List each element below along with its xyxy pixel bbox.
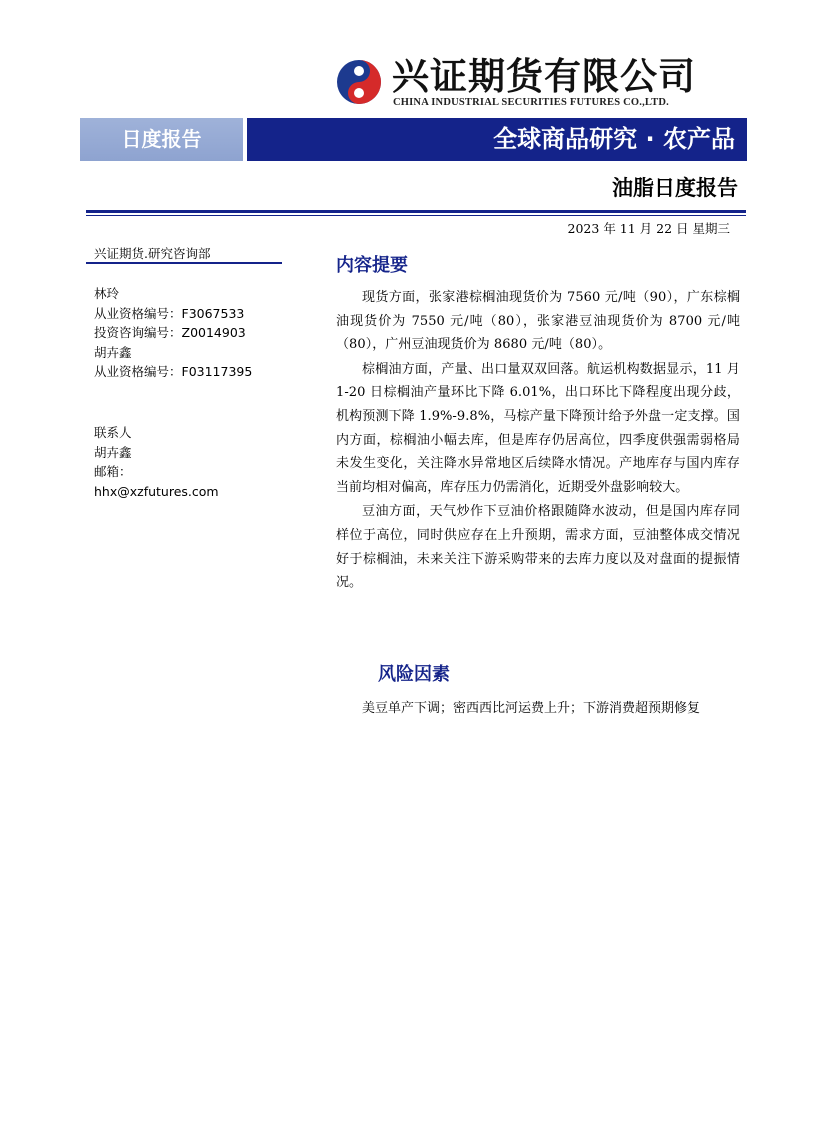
analyst-name: 胡卉鑫 — [94, 344, 132, 360]
qualification-number: 从业资格编号：F03117395 — [94, 364, 253, 379]
summary-paragraph-palm: 棕榈油方面，产量、出口量双双回落。航运机构数据显示，11 月 1-20 日棕榈油产量环比下降 6.01%，出口环比下降程度出现分歧，机构预测下降 1.9%-9.8%，马棕产量下降预计给予外盘一定支撑。国内方面，棕榈油小幅去库，但是库存仍居高位，四季度供强需弱格局未发生变化，关注降水异常地区后续降水情况。产地库存与国内库存当前均相对偏高，库存压力仍需消化，近期受外盘影响较大。 — [336, 361, 740, 495]
summary-body — [336, 286, 740, 595]
contact-label: 联系人 — [94, 425, 132, 440]
header-divider — [86, 210, 746, 213]
company-name-cn: 兴证期货有限公司 — [392, 54, 696, 98]
report-date: 2023 年 11 月 22 日 星期三 — [567, 221, 730, 236]
summary-heading: 内容提要 — [336, 255, 408, 276]
summary-paragraph-soy: 豆油方面，天气炒作下豆油价格跟随降水波动，但是国内库存同样位于高位，同时供应存在上升预期，需求方面，豆油整体成交情况好于棕榈油，未来关注下游采购带来的去库力度以及对盘面的提振情况。 — [336, 504, 740, 591]
department-label: 兴证期货.研究咨询部 — [94, 246, 211, 261]
company-name-en: CHINA INDUSTRIAL SECURITIES FUTURES CO.,LTD. — [393, 97, 669, 108]
sidebar-divider — [86, 262, 282, 264]
contact-info — [94, 423, 219, 501]
analyst-info — [94, 284, 252, 382]
email-address[interactable]: hhx@xzfutures.com — [94, 483, 219, 499]
contact-name: 胡卉鑫 — [94, 444, 132, 460]
swirl-logo-icon — [335, 58, 383, 106]
summary-paragraph-spot: 现货方面，张家港棕榈油现货价为 7560 元/吨（90），广东棕榈油现货价为 7550 元/吨（80），张家港豆油现货价为 8700 元/吨（80），广州豆油现货价为 8680 元/吨（80）。 — [336, 290, 740, 353]
consulting-number: 投资咨询编号：Z0014903 — [94, 325, 246, 340]
research-category-banner — [247, 118, 747, 161]
header-divider-thin — [86, 215, 746, 216]
risk-body: 美豆单产下调；密西西比河运费上升；下游消费超预期修复 — [362, 701, 701, 716]
report-type-banner — [80, 118, 243, 161]
analyst-name: 林玲 — [94, 286, 120, 301]
report-type-label: 日度报告 — [121, 127, 202, 151]
qualification-number: 从业资格编号：F3067533 — [94, 305, 245, 321]
research-category-label: 全球商品研究 · 农产品 — [493, 125, 735, 153]
email-label: 邮箱： — [94, 464, 132, 479]
report-title: 油脂日度报告 — [612, 176, 738, 200]
risk-heading: 风险因素 — [378, 664, 450, 685]
